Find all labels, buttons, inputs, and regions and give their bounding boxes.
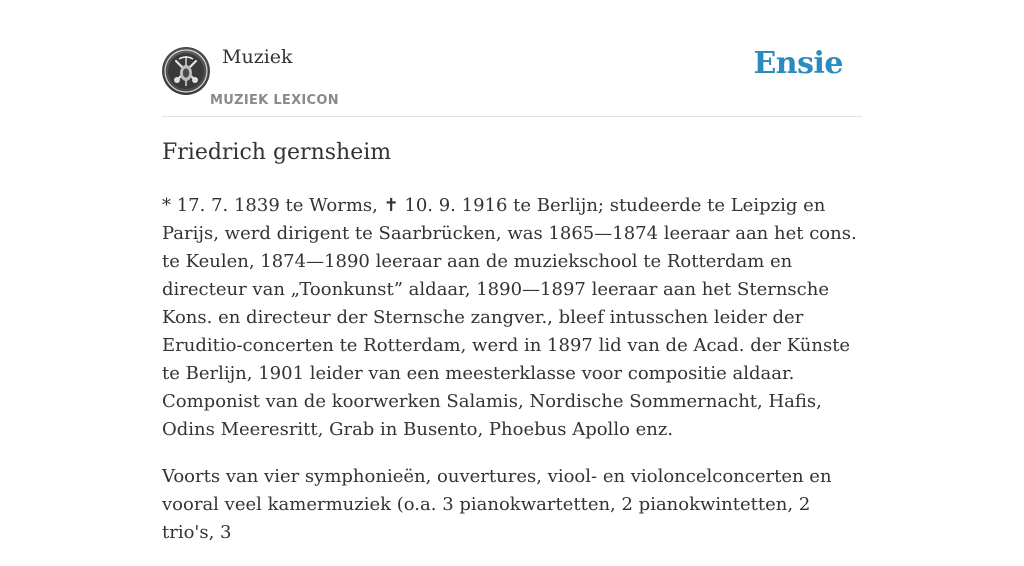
source-avatar[interactable] bbox=[162, 47, 210, 95]
source-header bbox=[162, 0, 862, 117]
brand-logo[interactable]: Ensie bbox=[753, 46, 843, 81]
article-body bbox=[162, 192, 862, 566]
article-title: Friedrich gernsheim bbox=[162, 140, 392, 165]
music-instruments-emblem-icon bbox=[162, 47, 210, 95]
source-name[interactable]: Muziek bbox=[222, 46, 293, 68]
article-paragraph: Voorts van vier symphonieën, ouvertures, viool- en violoncelconcerten en vooral veel kamermuziek (o.a. 3 pianokwartetten, 2 pianokwintetten, 2 trio's, 3 bbox=[162, 466, 832, 543]
source-subtitle[interactable]: MUZIEK LEXICON bbox=[210, 93, 339, 108]
article-paragraph: * 17. 7. 1839 te Worms, ✝ 10. 9. 1916 te Berlijn; studeerde te Leipzig en Parijs, werd dirigent te Saarbrücken, was 1865—1874 leeraar aan het cons. te Keulen, 1874—1890 leeraar aan de muziekschool te Rotterdam en directeur van „Toonkunst” aldaar, 1890—1897 leeraar aan het Sternsche Kons. en directeur der Sternsche zangver., bleef intusschen leider der Eruditio-concerten te Rotterdam, werd in 1897 lid van de Acad. der Künste te Berlijn, 1901 leider van een meesterklasse voor compositie aldaar. Componist van de koorwerken Salamis, Nordische Sommernacht, Hafis, Odins Meeresritt, Grab in Busento, Phoebus Apollo enz. bbox=[162, 195, 857, 440]
